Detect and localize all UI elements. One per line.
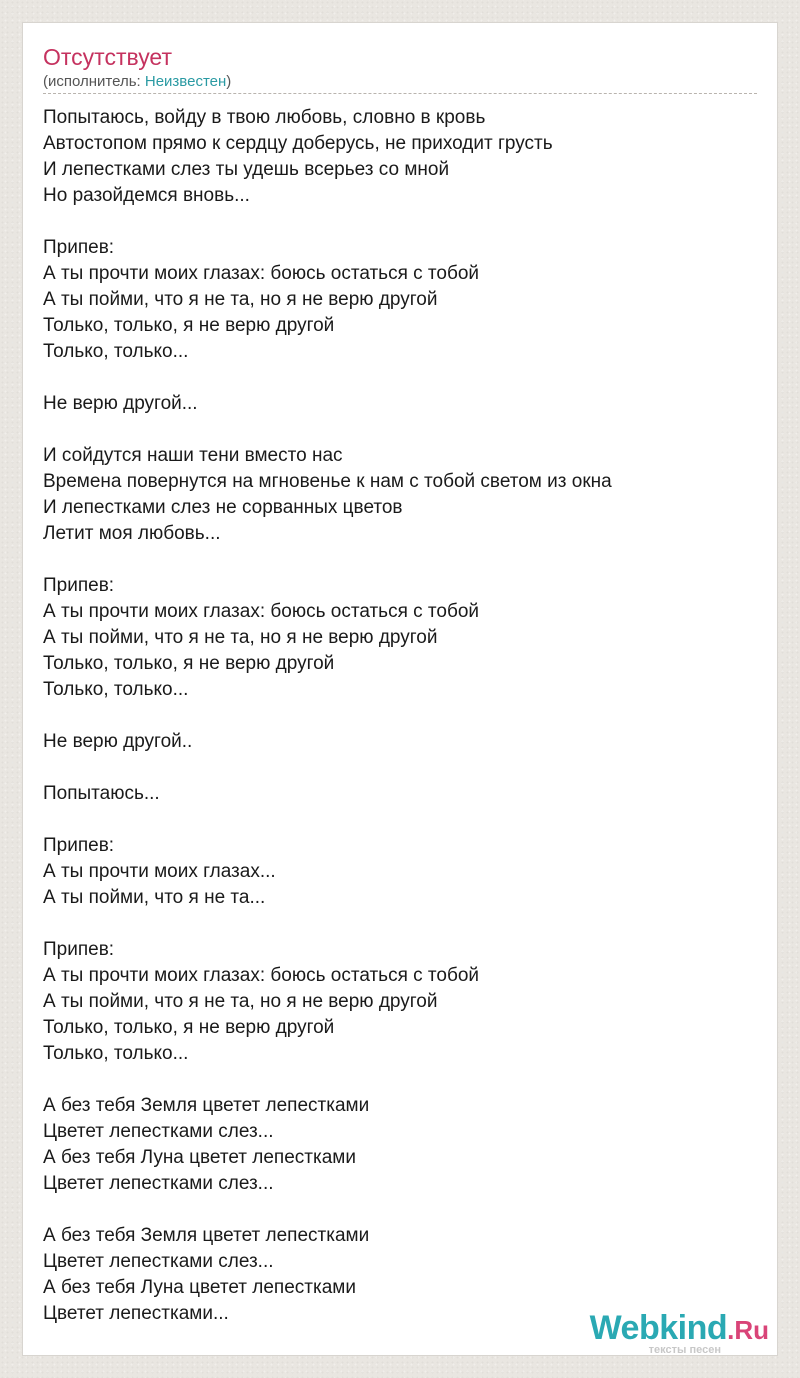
- lyric-line: Припев:: [43, 835, 115, 856]
- lyric-blank-line: [43, 703, 759, 729]
- lyric-line: И лепестками слез не сорванных цветов: [43, 497, 403, 518]
- lyric-line: Только, только, я не верю другой: [43, 315, 335, 336]
- lyric-line: А без тебя Луна цветет лепестками: [43, 1277, 356, 1298]
- artist-suffix: ): [226, 73, 232, 90]
- lyric-line: Попытаюсь...: [43, 783, 160, 804]
- lyric-line: Только, только...: [43, 341, 189, 362]
- lyric-line: Попытаюсь, войду в твою любовь, словно в кровь: [43, 107, 486, 128]
- lyric-line: И сойдутся наши тени вместо нас: [43, 445, 343, 466]
- lyric-line: Только, только...: [43, 679, 189, 700]
- lyric-line: А ты пойми, что я не та, но я не верю другой: [43, 289, 438, 310]
- lyric-line: Припев:: [43, 237, 115, 258]
- lyric-line: А ты прочти моих глазах...: [43, 861, 276, 882]
- logo-subtitle: тексты песен: [648, 1344, 721, 1356]
- lyric-line: А без тебя Земля цветет лепестками: [43, 1225, 370, 1246]
- lyric-blank-line: [43, 547, 759, 573]
- lyric-line: А ты прочти моих глазах: боюсь остаться с тобой: [43, 965, 480, 986]
- logo-tld: .Ru: [727, 1315, 769, 1345]
- lyric-line: А без тебя Земля цветет лепестками: [43, 1095, 370, 1116]
- lyrics-text: [43, 105, 759, 1327]
- lyric-line: Не верю другой..: [43, 731, 193, 752]
- lyric-line: А ты прочти моих глазах: боюсь остаться с тобой: [43, 263, 480, 284]
- lyric-blank-line: [43, 807, 759, 833]
- lyric-line: Но разойдемся вновь...: [43, 185, 250, 206]
- lyric-line: Времена повернутся на мгновенье к нам с тобой светом из окна: [43, 471, 612, 492]
- lyric-line: А ты пойми, что я не та, но я не верю другой: [43, 991, 438, 1012]
- lyric-line: И лепестками слез ты удешь всерьез со мной: [43, 159, 450, 180]
- webkind-logo[interactable]: [569, 1309, 769, 1355]
- lyric-line: Цветет лепестками слез...: [43, 1251, 274, 1272]
- lyric-line: Цветет лепестками слез...: [43, 1121, 274, 1142]
- title-divider: [43, 93, 757, 94]
- song-title: Отсутствует: [43, 44, 172, 70]
- lyric-blank-line: [43, 417, 759, 443]
- lyric-line: А ты пойми, что я не та...: [43, 887, 266, 908]
- lyric-line: Автостопом прямо к сердцу доберусь, не приходит грусть: [43, 133, 553, 154]
- lyric-blank-line: [43, 755, 759, 781]
- lyric-line: Припев:: [43, 575, 115, 596]
- artist-link[interactable]: Неизвестен: [144, 73, 227, 90]
- lyric-blank-line: [43, 911, 759, 937]
- lyric-blank-line: [43, 365, 759, 391]
- lyrics-card: [22, 22, 778, 1356]
- lyric-line: Только, только, я не верю другой: [43, 653, 335, 674]
- artist-prefix: (исполнитель:: [43, 73, 145, 90]
- lyric-blank-line: [43, 1067, 759, 1093]
- lyric-blank-line: [43, 1197, 759, 1223]
- lyric-line: Только, только...: [43, 1043, 189, 1064]
- lyric-line: Цветет лепестками слез...: [43, 1173, 274, 1194]
- lyric-line: Не верю другой...: [43, 393, 198, 414]
- logo-word: Webkind: [589, 1309, 728, 1347]
- lyric-line: Цветет лепестками...: [43, 1303, 229, 1324]
- artist-line: [43, 73, 231, 91]
- lyric-line: А без тебя Луна цветет лепестками: [43, 1147, 356, 1168]
- lyric-blank-line: [43, 209, 759, 235]
- lyric-line: А ты пойми, что я не та, но я не верю другой: [43, 627, 438, 648]
- lyric-line: Припев:: [43, 939, 115, 960]
- lyric-line: Летит моя любовь...: [43, 523, 221, 544]
- lyric-line: Только, только, я не верю другой: [43, 1017, 335, 1038]
- lyric-line: А ты прочти моих глазах: боюсь остаться с тобой: [43, 601, 480, 622]
